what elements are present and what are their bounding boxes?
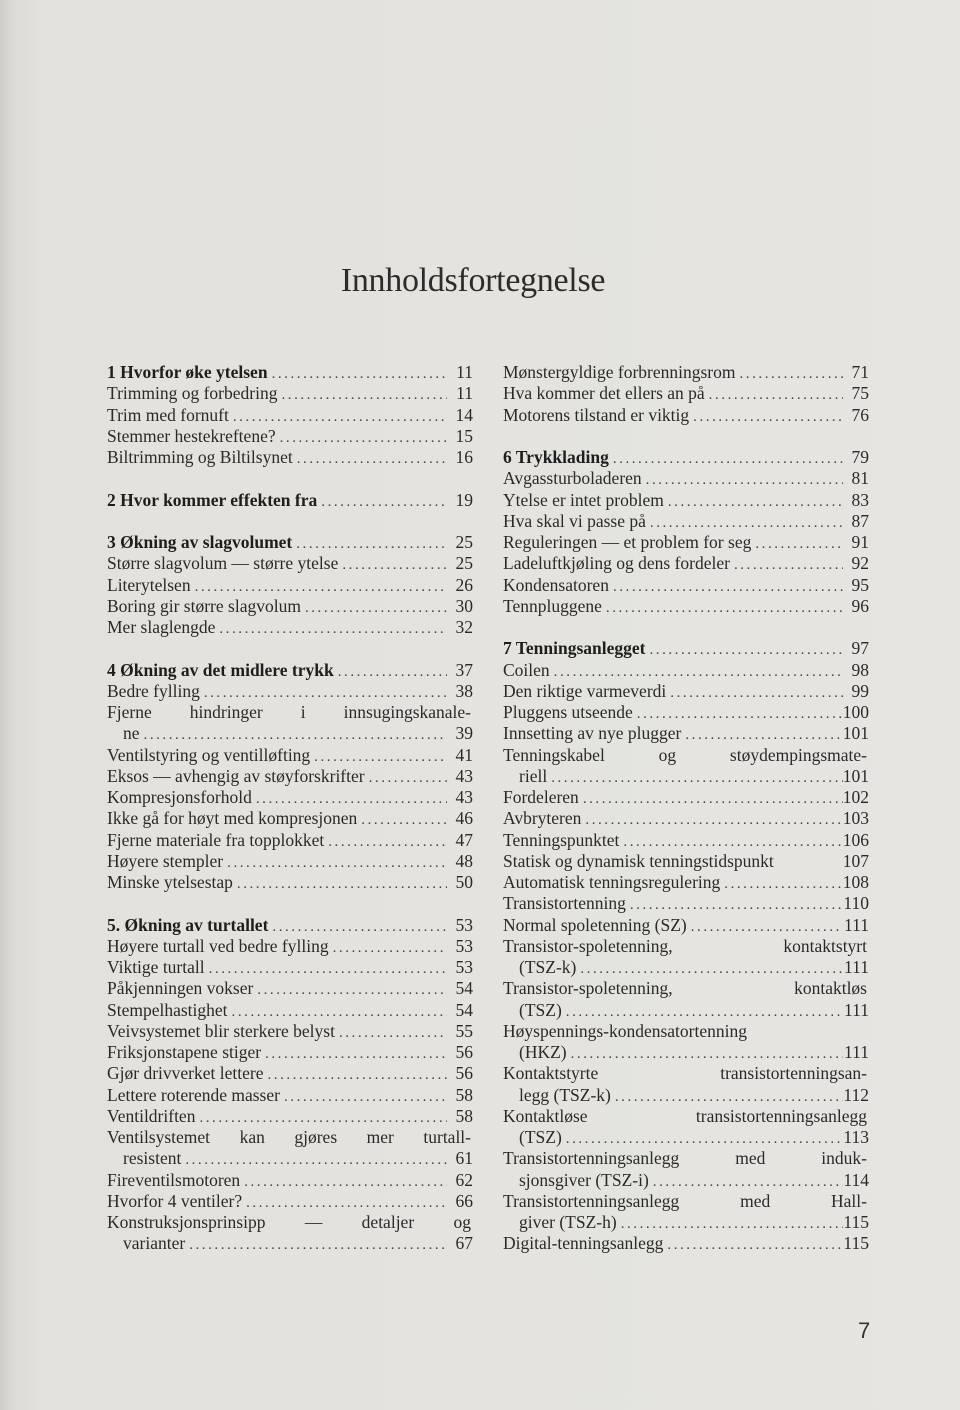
toc-page-number: 15: [455, 425, 473, 446]
toc-entry: [107, 872, 473, 893]
toc-entry: [503, 1085, 869, 1106]
toc-chapter-heading: [107, 915, 473, 936]
toc-entry-title: Transistortenningsanlegg med induk-: [503, 1148, 867, 1169]
toc-page-number: 16: [455, 447, 473, 467]
toc-entry: [503, 808, 869, 829]
toc-entry-title: Transistortenning: [503, 893, 626, 914]
dot-leader: [365, 768, 447, 789]
toc-entry-title: Transistor-spoletenning, kontaktløs: [503, 978, 867, 999]
toc-entry-title: Ventilstyring og ventilløfting: [107, 744, 311, 765]
toc-entry: [107, 681, 473, 702]
toc-entry: [503, 1000, 869, 1021]
toc-chapter-heading: [503, 638, 869, 659]
toc-entry: [107, 1000, 473, 1021]
dot-leader: [338, 555, 447, 576]
toc-entry: [107, 1021, 473, 1042]
toc-page-number: 96: [851, 595, 869, 616]
toc-page-number: 81: [851, 468, 869, 489]
toc-spacer: [107, 468, 473, 489]
toc-page-number: 92: [851, 553, 869, 574]
toc-entry: [107, 957, 473, 978]
toc-entry-title: Automatisk tenningsregulering: [503, 872, 721, 892]
toc-entry-title: Pluggens utseende: [503, 702, 633, 722]
toc-page-number: 38: [455, 680, 473, 701]
toc-entry: [107, 723, 473, 744]
toc-entry-title: resistent: [123, 1148, 182, 1169]
toc-entry: [107, 426, 473, 447]
toc-entry-title: Tenningspunktet: [503, 829, 620, 850]
toc-entry-title: (HKZ): [519, 1042, 567, 1062]
toc-entry: [107, 1127, 473, 1148]
dot-leader: [602, 598, 843, 619]
toc-entry-title: varianter: [123, 1233, 186, 1254]
toc-entry-title: legg (TSZ-k): [519, 1084, 611, 1105]
toc-page-number: 58: [455, 1105, 473, 1126]
toc-entry-title: Hva kommer det ellers an på: [503, 383, 705, 404]
toc-page-number: 62: [455, 1169, 473, 1190]
toc-entry-title: sjonsgiver (TSZ-i): [519, 1169, 649, 1190]
toc-entry: [107, 1106, 473, 1127]
toc-entry-title: Kontaktløse transistortenningsanlegg: [503, 1105, 867, 1126]
toc-entry-title: Innsetting av nye plugger: [503, 723, 682, 744]
page-number: 7: [858, 1318, 871, 1343]
toc-entry-title: Bedre fylling: [107, 680, 200, 701]
dot-leader: [240, 1172, 447, 1193]
toc-page-number: 111: [844, 914, 869, 935]
toc-entry: [503, 405, 869, 426]
toc-page-number: 99: [851, 680, 869, 701]
toc-page-number: 25: [455, 532, 473, 552]
toc-entry: [107, 808, 473, 829]
toc-chapter-heading: [107, 532, 473, 553]
dot-leader: [626, 895, 843, 916]
toc-entry: [503, 532, 869, 553]
dot-leader: [720, 874, 842, 895]
dot-leader: [324, 832, 447, 853]
toc-entry-title: Literytelsen: [107, 574, 191, 595]
dot-leader: [200, 683, 447, 704]
toc-entry-title: Fordeleren: [503, 787, 579, 807]
toc-page-number: 19: [455, 489, 473, 510]
toc-page-number: 71: [851, 362, 869, 382]
toc-entry-title: 2 Hvor kommer effekten fra: [107, 489, 318, 510]
dot-leader: [357, 810, 447, 831]
toc-entry: [503, 596, 869, 617]
dot-leader: [663, 1235, 843, 1256]
toc-spacer: [107, 511, 473, 532]
toc-entry-title: Avgassturboladeren: [503, 468, 642, 489]
toc-entry-title: Den riktige varmeverdi: [503, 680, 667, 701]
toc-entry-title: Fireventilsmotoren: [107, 1169, 241, 1190]
toc-page-number: 43: [455, 765, 473, 786]
toc-page-number: 55: [455, 1020, 473, 1041]
toc-page-number: 98: [851, 659, 869, 680]
toc-entry: [107, 1085, 473, 1106]
dot-leader: [268, 364, 447, 385]
toc-entry-title: Høyere stempler: [107, 850, 224, 871]
toc-entry-title: Hva skal vi passe på: [503, 510, 646, 531]
toc-entry-title: Større slagvolum — større ytelse: [107, 553, 339, 574]
toc-page-number: 101: [842, 723, 869, 744]
toc-entry: [503, 511, 869, 532]
toc-entry-title: Viktige turtall: [107, 957, 205, 977]
toc-page-number: 101: [842, 765, 869, 786]
toc-entry-title: Påkjenningen vokser: [107, 978, 254, 999]
toc-page-number: 115: [843, 1212, 869, 1232]
toc-entry-title: Fjerne hindringer i innsugingskanale-: [107, 702, 471, 722]
toc-entry: [107, 745, 473, 766]
toc-entry-title: Boring gir større slagvolum: [107, 595, 301, 616]
toc-page-number: 58: [455, 1084, 473, 1105]
dot-leader: [205, 959, 447, 980]
toc-entry-title: Coilen: [503, 659, 550, 680]
dot-leader: [609, 577, 843, 598]
toc-page-number: 53: [455, 935, 473, 956]
toc-page-number: 114: [843, 1169, 869, 1190]
toc-entry: [503, 893, 869, 914]
toc-entry-title: Avbryteren: [503, 808, 582, 829]
toc-entry-title: giver (TSZ-h): [519, 1212, 617, 1232]
toc-entry-title: (TSZ): [519, 999, 562, 1020]
toc-entry-title: 6 Trykklading: [503, 447, 609, 467]
toc-page-number: 48: [455, 850, 473, 871]
dot-leader: [664, 492, 843, 513]
toc-page-number: 111: [844, 1042, 869, 1062]
toc-entry: [107, 596, 473, 617]
toc-right-column: [503, 362, 869, 1255]
toc-entry-title: Minske ytelsestap: [107, 872, 233, 892]
dot-leader: [576, 959, 843, 980]
dot-leader: [310, 747, 447, 768]
toc-entry-title: 3 Økning av slagvolumet: [107, 532, 293, 552]
toc-page-number: 41: [455, 744, 473, 765]
dot-leader: [252, 789, 447, 810]
toc-entry: [503, 787, 869, 808]
toc-entry: [503, 553, 869, 574]
dot-leader: [619, 832, 842, 853]
toc-entry: [107, 575, 473, 596]
toc-entry-title: Tenningskabel og støydempingsmate-: [503, 744, 867, 765]
toc-page-number: 37: [455, 659, 473, 680]
dot-leader: [242, 1193, 447, 1214]
toc-entry: [503, 1021, 869, 1042]
toc-page-number: 115: [843, 1233, 869, 1254]
toc-entry-title: Lettere roterende masser: [107, 1084, 280, 1105]
toc-page-number: 46: [455, 808, 473, 829]
toc-entry-title: Høyspennings-kondensatortenning: [503, 1020, 747, 1041]
toc-chapter-heading: [107, 362, 473, 383]
toc-entry: [503, 1127, 869, 1148]
toc-page-number: 91: [851, 532, 869, 552]
dot-leader: [567, 1044, 843, 1065]
toc-page-number: 61: [455, 1148, 473, 1169]
toc-entry-title: Tennpluggene: [503, 595, 602, 616]
toc-entry: [503, 723, 869, 744]
toc-page-number: 95: [851, 574, 869, 595]
toc-entry: [107, 936, 473, 957]
toc-entry: [503, 383, 869, 404]
toc-page-number: 56: [455, 1042, 473, 1062]
toc-entry: [503, 575, 869, 596]
dot-leader: [215, 619, 447, 640]
dot-leader: [334, 662, 447, 683]
toc-entry-title: Trim med fornuft: [107, 404, 229, 425]
toc-entry-title: Hvorfor 4 ventiler?: [107, 1190, 243, 1211]
toc-entry-title: Veivsystemet blir sterkere belyst: [107, 1020, 335, 1041]
toc-entry-title: Kontaktstyrte transistortenningsan-: [503, 1063, 867, 1084]
toc-entry-title: Ventilsystemet kan gjøres mer turtall-: [107, 1127, 471, 1147]
toc-entry-title: 5. Økning av turtallet: [107, 914, 269, 935]
toc-page-number: 103: [842, 808, 869, 829]
dot-leader: [751, 534, 843, 555]
toc-page-number: 102: [842, 787, 869, 807]
toc-page-number: 75: [851, 383, 869, 404]
toc-chapter-heading: [107, 660, 473, 681]
toc-entry-title: ne: [123, 723, 140, 744]
toc-page-number: 112: [843, 1084, 869, 1105]
toc-entry: [503, 830, 869, 851]
toc-entry: [107, 766, 473, 787]
dot-leader: [195, 1108, 447, 1129]
dot-leader: [646, 513, 843, 534]
dot-leader: [268, 917, 447, 938]
dot-leader: [609, 449, 843, 470]
page-title: Innholdsfortegnelse: [340, 262, 606, 299]
toc-entry: [503, 1148, 869, 1169]
dot-leader: [562, 1002, 843, 1023]
toc-entry: [107, 787, 473, 808]
toc-entry: [107, 405, 473, 426]
dot-leader: [666, 683, 843, 704]
toc-entry-title: riell: [519, 765, 548, 786]
toc-page-number: 14: [455, 404, 473, 425]
toc-entry: [107, 1212, 473, 1233]
toc-entry-title: 7 Tenningsanlegget: [503, 638, 646, 659]
toc-chapter-heading: [107, 490, 473, 511]
dot-leader: [335, 1023, 447, 1044]
toc-entry-title: Ladeluftkjøling og dens fordeler: [503, 553, 730, 574]
toc-page-number: 106: [842, 829, 869, 850]
toc-page-number: 43: [455, 787, 473, 807]
dot-leader: [263, 1065, 447, 1086]
toc-entry-title: Stempelhastighet: [107, 999, 228, 1020]
toc-entry: [503, 1063, 869, 1084]
toc-entry: [107, 553, 473, 574]
toc-page-number: 26: [455, 574, 473, 595]
toc-page-number: 50: [455, 872, 473, 892]
toc-entry: [503, 362, 869, 383]
toc-entry: [107, 1148, 473, 1169]
toc-entry-title: Fjerne materiale fra topplokket: [107, 829, 325, 850]
toc-page-number: 111: [844, 999, 869, 1020]
dot-leader: [617, 1214, 843, 1235]
toc-left-column: [107, 362, 473, 1255]
toc-page-number: 53: [455, 914, 473, 935]
toc-entry: [503, 681, 869, 702]
dot-leader: [736, 364, 844, 385]
dot-leader: [687, 917, 843, 938]
toc-entry-title: Motorens tilstand er viktig: [503, 404, 690, 425]
dot-leader: [293, 449, 447, 470]
toc-entry: [503, 915, 869, 936]
toc-entry: [107, 1233, 473, 1254]
toc-entry: [503, 1106, 869, 1127]
toc-page-number: 107: [842, 850, 869, 871]
dot-leader: [329, 938, 447, 959]
toc-page-number: 25: [455, 553, 473, 574]
toc-entry-title: 1 Hvorfor øke ytelsen: [107, 362, 268, 382]
toc-entry-title: Biltrimming og Biltilsynet: [107, 447, 293, 467]
toc-page-number: 54: [455, 978, 473, 999]
toc-page-number: 79: [851, 447, 869, 467]
toc-page-number: 11: [456, 362, 473, 382]
toc-page-number: 111: [844, 957, 869, 977]
toc-entry-title: Ikke gå for høyt med kompresjonen: [107, 808, 358, 829]
toc-spacer: [503, 617, 869, 638]
toc-page-number: 66: [455, 1190, 473, 1211]
toc-chapter-heading: [503, 447, 869, 468]
dot-leader: [301, 598, 447, 619]
dot-leader: [689, 407, 843, 428]
toc-entry-title: Kompresjonsforhold: [107, 787, 252, 807]
toc-page-number: 113: [843, 1127, 869, 1147]
toc-entry-title: Mer slaglengde: [107, 617, 216, 637]
toc-entry-title: Normal spoletenning (SZ): [503, 914, 687, 935]
dot-leader: [292, 534, 447, 555]
dot-leader: [730, 555, 843, 576]
toc-page-number: 30: [455, 595, 473, 616]
toc-entry-title: Transistor-spoletenning, kontaktstyrt: [503, 935, 867, 956]
toc-entry: [503, 872, 869, 893]
toc-page-number: 97: [851, 638, 869, 659]
dot-leader: [633, 704, 843, 725]
toc-entry: [503, 745, 869, 766]
dot-leader: [681, 725, 842, 746]
dot-leader: [317, 492, 447, 513]
toc-spacer: [107, 893, 473, 914]
toc-entry-title: Kondensatoren: [503, 574, 609, 595]
toc-entry: [503, 766, 869, 787]
toc-page-number: 67: [455, 1233, 473, 1254]
toc-entry-title: Eksos — avhengig av støyforskrifter: [107, 765, 365, 786]
toc-spacer: [107, 638, 473, 659]
dot-leader: [253, 980, 447, 1001]
toc-entry-title: Friksjonstapene stiger: [107, 1042, 262, 1062]
toc-page-number: 100: [842, 702, 869, 722]
toc-entry: [107, 978, 473, 999]
dot-leader: [645, 640, 843, 661]
toc-entry-title: Digital-tenningsanlegg: [503, 1233, 664, 1254]
toc-page-number: 11: [456, 383, 473, 404]
toc-entry: [107, 1063, 473, 1084]
toc-entry-title: (TSZ): [519, 1127, 562, 1147]
dot-leader: [642, 470, 843, 491]
toc-entry: [503, 978, 869, 999]
toc-entry: [503, 468, 869, 489]
toc-entry-title: Høyere turtall ved bedre fylling: [107, 935, 329, 956]
toc-entry: [503, 1233, 869, 1254]
toc-entry: [107, 1191, 473, 1212]
toc-entry-title: Transistortenningsanlegg med Hall-: [503, 1190, 867, 1211]
toc-page-number: 32: [455, 617, 473, 637]
dot-leader: [581, 810, 842, 831]
dot-leader: [140, 725, 447, 746]
toc-entry: [503, 1191, 869, 1212]
toc-entry: [107, 830, 473, 851]
toc-entry: [503, 957, 869, 978]
toc-page-number: 54: [455, 999, 473, 1020]
toc-page-number: 53: [455, 957, 473, 977]
toc-page-number: 87: [851, 510, 869, 531]
toc-page-number: 56: [455, 1063, 473, 1084]
toc-page-number: 39: [455, 723, 473, 744]
toc-entry: [107, 617, 473, 638]
toc-page-number: 110: [843, 893, 869, 914]
toc-entry-title: (TSZ-k): [519, 957, 577, 977]
dot-leader: [705, 385, 843, 406]
toc-page-number: 108: [842, 872, 869, 892]
toc-entry-title: 4 Økning av det midlere trykk: [107, 659, 334, 680]
toc-entry: [107, 1170, 473, 1191]
toc-entry-title: Mønstergyldige forbrenningsrom: [503, 362, 736, 382]
dot-leader: [547, 768, 843, 789]
toc-entry: [503, 702, 869, 723]
toc-entry-title: Konstruksjonsprinsipp — detaljer og: [107, 1212, 471, 1232]
dot-leader: [261, 1044, 447, 1065]
toc-entry-title: Ytelse er intet problem: [503, 489, 664, 510]
toc-page-number: 83: [851, 489, 869, 510]
toc-entry-title: Statisk og dynamisk tenningstidspunkt: [503, 850, 774, 871]
dot-leader: [579, 789, 843, 810]
dot-leader: [228, 1002, 447, 1023]
dot-leader: [181, 1150, 447, 1171]
toc-entry: [107, 702, 473, 723]
dot-leader: [280, 1087, 447, 1108]
toc-entry-title: Ventildriften: [107, 1105, 196, 1126]
toc-entry: [107, 447, 473, 468]
dot-leader: [562, 1129, 843, 1150]
dot-leader: [185, 1235, 447, 1256]
toc-page-number: 76: [851, 404, 869, 425]
dot-leader: [611, 1087, 843, 1108]
dot-leader: [649, 1172, 843, 1193]
toc-entry-title: Stemmer hestekreftene?: [107, 425, 276, 446]
dot-leader: [550, 662, 843, 683]
dot-leader: [277, 385, 447, 406]
toc-entry-title: Reguleringen — et problem for seg: [503, 532, 752, 552]
toc-entry: [503, 1170, 869, 1191]
dot-leader: [233, 874, 447, 895]
toc-spacer: [503, 426, 869, 447]
toc-entry: [503, 1212, 869, 1233]
toc-entry: [107, 851, 473, 872]
toc-entry: [503, 660, 869, 681]
toc-entry-title: Gjør drivverket lettere: [107, 1063, 264, 1084]
toc-entry: [503, 1042, 869, 1063]
toc-entry-title: Trimming og forbedring: [107, 383, 278, 404]
dot-leader: [223, 853, 447, 874]
toc-entry: [503, 851, 869, 872]
toc-entry: [503, 490, 869, 511]
dot-leader: [276, 428, 447, 449]
toc-page-number: 47: [455, 829, 473, 850]
toc-entry: [503, 936, 869, 957]
dot-leader: [191, 577, 447, 598]
toc-entry: [107, 1042, 473, 1063]
dot-leader: [229, 407, 447, 428]
toc-entry: [107, 383, 473, 404]
